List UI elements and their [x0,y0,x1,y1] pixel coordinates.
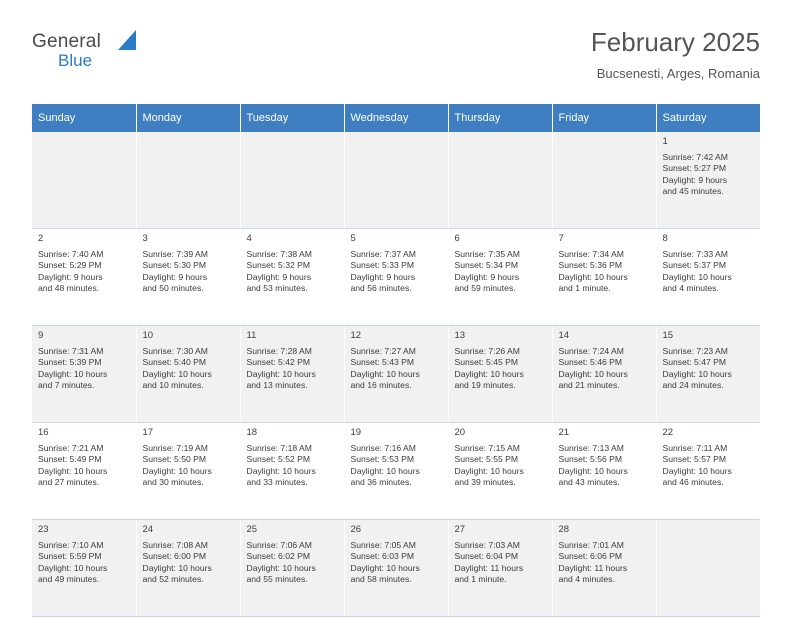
day-detail-line: Daylight: 10 hours [350,465,420,476]
calendar-day-cell[interactable] [552,520,656,617]
day-detail-line: Sunset: 5:57 PM [662,454,727,465]
calendar-day-cell[interactable] [448,520,552,617]
day-number: 27 [454,524,466,535]
calendar-empty-cell [656,520,760,617]
triangle-icon [118,30,136,50]
day-details [143,443,235,489]
day-detail-line: and 36 minutes. [350,477,412,488]
day-detail-line: and 16 minutes. [350,380,412,391]
logo-text-blue: Blue [58,51,93,70]
day-detail-line: and 50 minutes. [142,283,204,294]
day-detail-line: Sunset: 5:39 PM [38,357,102,368]
calendar-day-cell[interactable] [32,326,136,423]
calendar-table [32,104,760,617]
day-detail-line: and 4 minutes. [662,283,719,294]
day-number: 3 [142,233,148,244]
day-details [663,249,756,295]
day-detail-line: and 10 minutes. [142,380,204,391]
day-detail-line: and 49 minutes. [38,574,100,585]
calendar-empty-cell [240,132,344,229]
day-detail-line: Sunset: 6:02 PM [246,551,311,562]
day-detail-line: and 19 minutes. [454,380,516,391]
day-detail-line: Sunrise: 7:40 AM [38,248,104,259]
day-detail-line: Daylight: 10 hours [662,271,732,282]
day-detail-line: Daylight: 10 hours [662,465,732,476]
calendar-day-cell[interactable] [656,132,760,229]
day-details [663,443,756,489]
calendar-empty-cell [448,132,552,229]
day-detail-line: Sunset: 5:52 PM [246,454,311,465]
day-details [559,540,651,586]
day-detail-line: Sunrise: 7:19 AM [142,442,208,453]
day-number: 8 [662,233,668,244]
day-detail-line: Daylight: 10 hours [142,368,212,379]
day-number: 14 [558,330,570,341]
day-detail-line: Sunset: 5:53 PM [350,454,415,465]
day-detail-line: Sunset: 5:50 PM [142,454,207,465]
day-detail-line: Sunset: 5:43 PM [350,357,415,368]
weekday-header-saturday: Saturday [656,104,760,132]
day-details [143,540,235,586]
day-detail-line: Daylight: 10 hours [454,368,524,379]
day-detail-line: and 13 minutes. [246,380,308,391]
day-detail-line: Sunrise: 7:33 AM [662,248,728,259]
day-details [143,249,235,295]
day-detail-line: Sunrise: 7:28 AM [246,345,312,356]
day-detail-line: Sunset: 5:47 PM [662,357,727,368]
day-details [38,249,131,295]
day-details [247,443,339,489]
calendar-week-row [32,132,760,229]
day-detail-line: and 21 minutes. [558,380,620,391]
day-detail-line: Daylight: 10 hours [246,465,316,476]
logo-text-general: General [32,31,101,52]
day-detail-line: Sunrise: 7:34 AM [558,248,624,259]
day-number: 22 [662,427,674,438]
day-number: 13 [454,330,466,341]
day-number: 15 [662,330,674,341]
day-detail-line: Daylight: 10 hours [454,465,524,476]
day-detail-line: Daylight: 10 hours [38,562,108,573]
day-detail-line: Daylight: 10 hours [350,368,420,379]
calendar-week-row [32,326,760,423]
day-details [455,443,547,489]
day-number: 26 [350,524,362,535]
day-details [559,249,651,295]
calendar-day-cell[interactable] [344,326,448,423]
calendar-day-cell[interactable] [32,520,136,617]
day-detail-line: Sunset: 6:03 PM [350,551,415,562]
calendar-day-cell[interactable] [344,520,448,617]
weekday-header-friday: Friday [552,104,656,132]
day-detail-line: Sunset: 5:32 PM [246,260,311,271]
day-details [559,346,651,392]
day-detail-line: and 59 minutes. [454,283,516,294]
title-block [591,24,760,84]
day-detail-line: and 33 minutes. [246,477,308,488]
calendar-day-cell[interactable] [448,423,552,520]
calendar-empty-cell [344,132,448,229]
day-details [455,346,547,392]
day-detail-line: and 52 minutes. [142,574,204,585]
day-detail-line: and 30 minutes. [142,477,204,488]
weekday-header-tuesday: Tuesday [240,104,344,132]
day-detail-line: Daylight: 9 hours [454,271,519,282]
day-detail-line: Sunset: 5:49 PM [38,454,102,465]
calendar-week-row [32,520,760,617]
day-detail-line: Sunrise: 7:31 AM [38,345,104,356]
calendar-day-cell[interactable] [136,423,240,520]
weekday-header-wednesday: Wednesday [344,104,448,132]
day-detail-line: Sunset: 6:00 PM [142,551,207,562]
calendar-day-cell[interactable] [240,520,344,617]
day-detail-line: Sunrise: 7:13 AM [558,442,624,453]
day-details [38,540,131,586]
day-detail-line: and 43 minutes. [558,477,620,488]
day-detail-line: Sunrise: 7:11 AM [662,442,728,453]
day-details [247,249,339,295]
day-detail-line: and 46 minutes. [662,477,724,488]
day-detail-line: Daylight: 11 hours [558,562,628,573]
weekday-header-row [32,104,760,132]
day-details [143,346,235,392]
day-number: 4 [246,233,252,244]
day-detail-line: Sunset: 5:36 PM [558,260,623,271]
day-detail-line: and 1 minute. [558,283,611,294]
day-detail-line: and 48 minutes. [38,283,100,294]
day-detail-line: Sunrise: 7:35 AM [454,248,520,259]
page-header [32,24,760,92]
day-detail-line: Sunset: 5:27 PM [662,163,727,174]
day-number: 23 [38,524,49,535]
calendar-day-cell[interactable] [240,229,344,326]
day-detail-line: Sunrise: 7:21 AM [38,442,104,453]
day-details [663,152,756,198]
weekday-header-monday: Monday [136,104,240,132]
day-detail-line: and 4 minutes. [558,574,615,585]
day-detail-line: Sunrise: 7:03 AM [454,539,520,550]
day-detail-line: Daylight: 11 hours [454,562,524,573]
calendar-day-cell[interactable] [136,326,240,423]
day-detail-line: Daylight: 10 hours [246,562,316,573]
day-detail-line: Daylight: 9 hours [246,271,311,282]
day-detail-line: Sunrise: 7:10 AM [38,539,104,550]
calendar-day-cell[interactable] [32,229,136,326]
day-number: 9 [38,330,44,341]
day-detail-line: Sunrise: 7:39 AM [142,248,208,259]
day-detail-line: and 56 minutes. [350,283,412,294]
day-detail-line: Daylight: 10 hours [350,562,420,573]
page-title: February 2025 [590,27,760,57]
day-detail-line: Daylight: 10 hours [558,368,628,379]
day-detail-line: Sunrise: 7:30 AM [142,345,208,356]
day-details [38,346,131,392]
calendar-day-cell[interactable] [656,423,760,520]
day-number: 5 [350,233,356,244]
day-detail-line: Sunset: 5:29 PM [38,260,102,271]
day-number: 16 [38,427,49,438]
day-detail-line: Sunset: 5:56 PM [558,454,623,465]
day-detail-line: and 58 minutes. [350,574,412,585]
weekday-header-sunday: Sunday [32,104,136,132]
day-details [351,443,443,489]
day-detail-line: Sunrise: 7:15 AM [454,442,520,453]
calendar-day-cell[interactable] [136,229,240,326]
day-detail-line: Daylight: 10 hours [38,465,108,476]
calendar-day-cell[interactable] [656,326,760,423]
day-detail-line: Sunset: 5:45 PM [454,357,519,368]
day-details [455,249,547,295]
day-number: 10 [142,330,154,341]
calendar-day-cell[interactable] [552,423,656,520]
day-detail-line: Sunrise: 7:08 AM [142,539,208,550]
day-detail-line: Sunset: 5:30 PM [142,260,207,271]
day-details [38,443,131,489]
day-detail-line: Daylight: 9 hours [350,271,415,282]
calendar-day-cell[interactable] [240,423,344,520]
day-detail-line: and 27 minutes. [38,477,100,488]
day-detail-line: Sunset: 6:06 PM [558,551,623,562]
day-detail-line: Sunset: 5:40 PM [142,357,207,368]
day-detail-line: Daylight: 10 hours [558,465,628,476]
day-details [247,346,339,392]
day-detail-line: Daylight: 10 hours [142,562,212,573]
calendar-day-cell[interactable] [32,423,136,520]
day-detail-line: Sunrise: 7:24 AM [558,345,624,356]
calendar-day-cell[interactable] [552,229,656,326]
day-details [663,346,756,392]
day-number: 6 [454,233,460,244]
calendar-empty-cell [32,132,136,229]
calendar-empty-cell [552,132,656,229]
day-number: 19 [350,427,362,438]
weekday-header-thursday: Thursday [448,104,552,132]
calendar-empty-cell [136,132,240,229]
day-number: 20 [454,427,466,438]
page-subtitle: Bucsenesti, Arges, Romania [596,66,760,81]
day-number: 2 [38,233,44,244]
day-detail-line: Sunset: 6:04 PM [454,551,519,562]
calendar-day-cell[interactable] [656,229,760,326]
day-detail-line: Daylight: 9 hours [662,174,727,185]
day-details [351,346,443,392]
day-details [351,540,443,586]
calendar-week-row [32,423,760,520]
calendar-day-cell[interactable] [448,326,552,423]
day-number: 18 [246,427,258,438]
day-detail-line: and 24 minutes. [662,380,724,391]
calendar-day-cell[interactable] [344,229,448,326]
day-number: 7 [558,233,564,244]
day-detail-line: Sunrise: 7:23 AM [662,345,728,356]
day-number: 25 [246,524,258,535]
day-detail-line: Sunrise: 7:27 AM [350,345,416,356]
day-detail-line: Sunrise: 7:38 AM [246,248,312,259]
day-details [455,540,547,586]
day-detail-line: Sunset: 5:55 PM [454,454,519,465]
calendar-day-cell[interactable] [240,326,344,423]
day-details [559,443,651,489]
day-details [247,540,339,586]
day-detail-line: and 55 minutes. [246,574,308,585]
day-detail-line: Sunrise: 7:37 AM [350,248,416,259]
day-number: 1 [662,136,668,147]
calendar-day-cell[interactable] [136,520,240,617]
day-details [351,249,443,295]
day-detail-line: and 53 minutes. [246,283,308,294]
calendar-day-cell[interactable] [344,423,448,520]
day-detail-line: Sunset: 5:34 PM [454,260,519,271]
day-detail-line: and 45 minutes. [662,186,724,197]
day-detail-line: Daylight: 10 hours [558,271,628,282]
day-detail-line: Daylight: 10 hours [246,368,316,379]
day-detail-line: Sunset: 5:59 PM [38,551,102,562]
day-detail-line: Daylight: 9 hours [38,271,103,282]
day-detail-line: Sunset: 5:42 PM [246,357,311,368]
calendar-body [32,132,760,617]
day-number: 21 [558,427,570,438]
day-number: 11 [246,330,257,341]
day-detail-line: Sunrise: 7:06 AM [246,539,312,550]
day-number: 12 [350,330,362,341]
day-detail-line: Sunrise: 7:42 AM [662,151,728,162]
day-number: 24 [142,524,154,535]
day-number: 17 [142,427,154,438]
day-detail-line: Sunset: 5:46 PM [558,357,623,368]
day-detail-line: Daylight: 9 hours [142,271,207,282]
calendar-day-cell[interactable] [448,229,552,326]
day-detail-line: Sunrise: 7:16 AM [350,442,416,453]
day-detail-line: Sunrise: 7:26 AM [454,345,520,356]
day-detail-line: and 39 minutes. [454,477,516,488]
day-detail-line: Sunset: 5:33 PM [350,260,415,271]
day-detail-line: Sunrise: 7:05 AM [350,539,416,550]
day-detail-line: Daylight: 10 hours [142,465,212,476]
general-blue-logo [32,24,152,70]
day-detail-line: and 7 minutes. [38,380,95,391]
day-detail-line: Daylight: 10 hours [38,368,108,379]
day-number: 28 [558,524,570,535]
day-detail-line: Sunset: 5:37 PM [662,260,727,271]
calendar-day-cell[interactable] [552,326,656,423]
day-detail-line: Sunrise: 7:18 AM [246,442,312,453]
day-detail-line: and 1 minute. [454,574,507,585]
day-detail-line: Daylight: 10 hours [662,368,732,379]
day-detail-line: Sunrise: 7:01 AM [558,539,624,550]
calendar-week-row [32,229,760,326]
